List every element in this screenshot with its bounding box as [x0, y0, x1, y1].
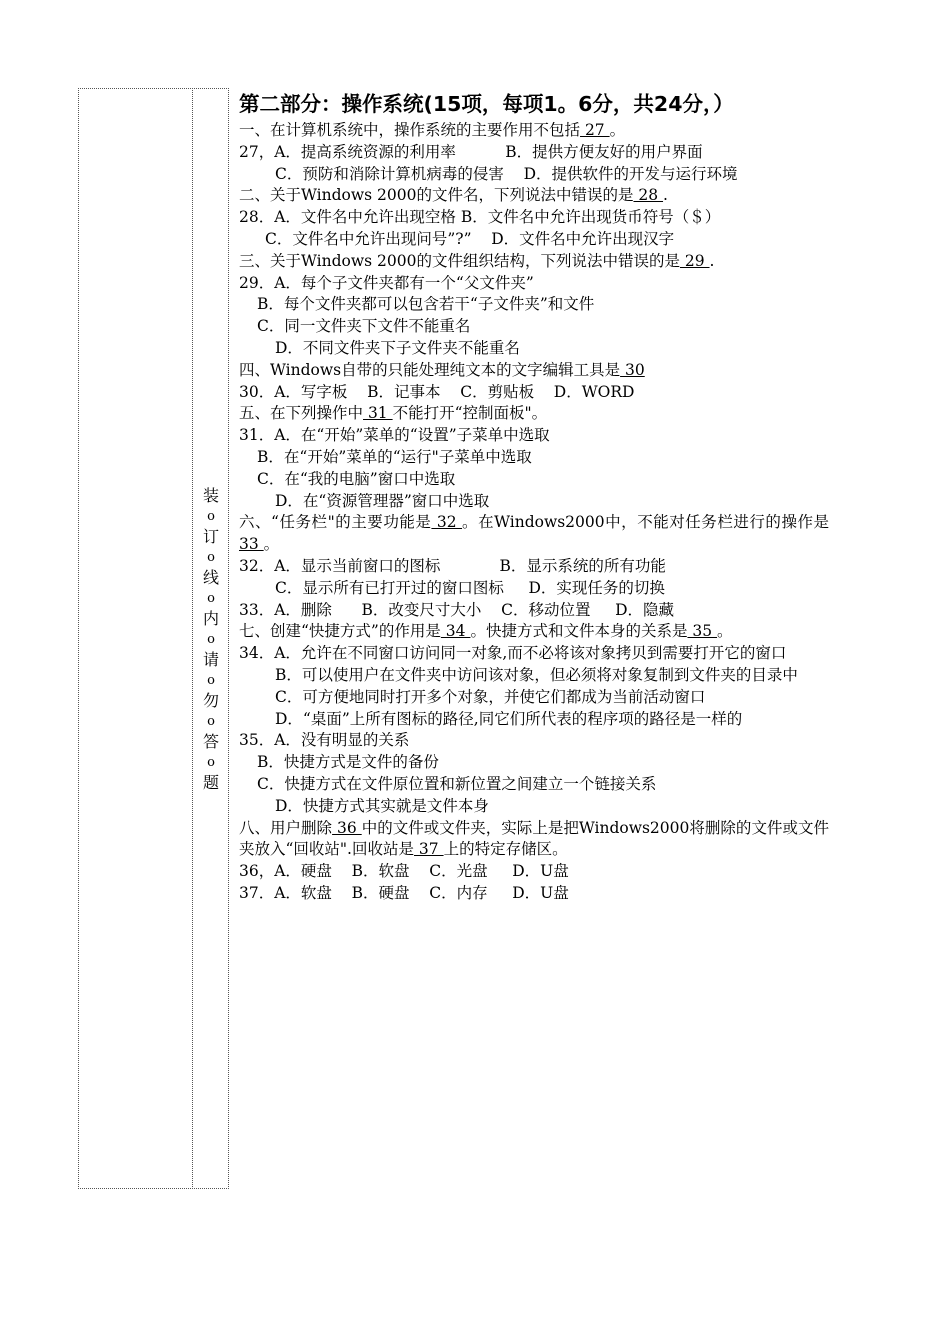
margin-char: 请 [202, 650, 219, 669]
stem-text: 。 [717, 622, 733, 641]
margin-char: o [207, 631, 215, 647]
option-line: D．不同文件夹下子文件夹不能重名 [275, 338, 520, 357]
stem-text: 五、在下列操作中 [239, 404, 364, 423]
margin-char: 题 [202, 773, 219, 792]
margin-char: 内 [202, 609, 219, 628]
option-line: B．快捷方式是文件的备份 [257, 753, 439, 772]
option-line: 29．A．每个子文件夹都有一个“父文件夹” [239, 273, 534, 292]
question-stem [239, 120, 829, 142]
section-title: 第二部分：操作系统(15项，每项1。6分，共24分，） [239, 92, 734, 116]
option-line: 31．A．在“开始”菜单的“设置”子菜单中选取 [239, 426, 550, 445]
stem-text: 八、用户删除 [239, 818, 333, 837]
answer-blank: 29 [679, 251, 710, 270]
option-line: B．可以使用户在文件夹中访问该对象，但必须将对象复制到文件夹的目录中 [275, 665, 798, 684]
stem-text: 七、创建“快捷方式”的作用是 [239, 622, 441, 641]
question-stem [239, 621, 829, 643]
margin-char: o [207, 508, 215, 524]
option-line: B．每个文件夹都可以包含若干“子文件夹”和文件 [257, 295, 595, 314]
option-line: C．文件名中允许出现问号”?” D．文件名中允许出现汉字 [265, 229, 675, 248]
option-line: C．快捷方式在文件原位置和新位置之间建立一个链接关系 [257, 774, 657, 793]
option-line: B．在“开始”菜单的“运行"子菜单中选取 [257, 447, 532, 466]
margin-char: o [207, 754, 215, 770]
answer-blank: 28 [633, 186, 664, 205]
answer-blank: 35 [687, 622, 718, 641]
stem-text: 。 [263, 535, 280, 554]
option-line: D．“桌面”上所有图标的路径,同它们所代表的程序项的路径是一样的 [275, 709, 743, 728]
stem-text: 。快捷方式和文件本身的关系是 [470, 622, 688, 641]
option-line: 34．A．允许在不同窗口访问同一对象,而不必将该对象拷贝到需要打开它的窗口 [239, 644, 787, 663]
stem-text: 四、Windows自带的只能处理纯文本的文字编辑工具是 [239, 360, 621, 379]
question-stem [239, 512, 829, 556]
answer-blank: 33 [239, 535, 264, 554]
stem-text: 。在Windows2000中，不能对任务栏进行的操作是 [462, 513, 829, 532]
binding-margin-text [199, 486, 223, 794]
stem-text: 六、“任务栏"的主要功能是 [239, 513, 432, 532]
stem-text: 不能打开“控制面板"。 [392, 404, 548, 423]
answer-blank: 27 [580, 121, 610, 139]
option-line: D．在“资源管理器”窗口中选取 [275, 491, 490, 510]
option-line: 35．A．没有明显的关系 [239, 731, 410, 750]
question-stem [239, 251, 829, 273]
option-line: 37．A．软盘 B．硬盘 C．内存 D．U盘 [239, 883, 569, 902]
question-stem [239, 360, 829, 382]
exam-content [239, 88, 829, 905]
margin-char: 答 [202, 732, 219, 751]
stem-text: . [663, 186, 668, 205]
option-line: D．快捷方式其实就是文件本身 [275, 796, 489, 815]
margin-char: 订 [202, 527, 219, 546]
option-line: 32．A．显示当前窗口的图标 B．显示系统的所有功能 [239, 556, 666, 575]
option-line: C．预防和消除计算机病毒的侵害 D．提供软件的开发与运行环境 [275, 164, 738, 183]
stem-text: 。 [609, 121, 626, 139]
stem-text: 一、在计算机系统中，操作系统的主要作用不包括 [239, 121, 581, 139]
stem-text: 上的特定存储区。 [443, 840, 568, 859]
option-line: C．在“我的电脑”窗口中选取 [257, 469, 456, 488]
margin-char: 线 [202, 568, 219, 587]
option-line: C．显示所有已打开过的窗口图标 D．实现任务的切换 [275, 578, 665, 597]
margin-char: 勿 [202, 691, 219, 710]
option-line: 28．A．文件名中允许出现空格 B．文件名中允许出现货币符号（＄） [239, 208, 721, 227]
answer-blank: 31 [363, 404, 393, 423]
option-line: C．同一文件夹下文件不能重名 [257, 317, 471, 336]
option-line: 33．A．删除 B．改变尺寸大小 C．移动位置 D．隐藏 [239, 600, 675, 619]
option-line: 30．A．写字板 B．记事本 C．剪贴板 D．WORD [239, 382, 635, 401]
stem-text: 三、关于Windows 2000的文件组织结构，下列说法中错误的是 [239, 251, 680, 270]
option-line: C．可方便地同时打开多个对象，并使它们都成为当前活动窗口 [275, 687, 706, 706]
answer-blank: 34 [440, 622, 471, 641]
stem-text: 中的文件或文件夹，实际上是把Windows2000将删除的文件或文件夹放入“回收站".回收站是 [239, 818, 829, 859]
answer-blank: 36 [332, 818, 362, 837]
option-line: 27，A．提高系统资源的利用率 B．提供方便友好的用户界面 [239, 142, 703, 161]
margin-char: o [207, 590, 215, 606]
margin-char: o [207, 549, 215, 565]
option-line: 36，A．硬盘 B．软盘 C．光盘 D．U盘 [239, 862, 569, 881]
margin-char: o [207, 672, 215, 688]
answer-blank: 37 [413, 840, 444, 859]
answer-blank: 32 [431, 513, 463, 532]
question-stem [239, 818, 829, 862]
stem-text: . [709, 251, 715, 270]
margin-char: o [207, 713, 215, 729]
question-stem [239, 403, 829, 425]
stem-text: 二、关于Windows 2000的文件名，下列说法中错误的是 [239, 186, 634, 205]
question-stem [239, 185, 829, 207]
answer-blank: 30 [620, 360, 645, 379]
margin-char: 装 [202, 486, 219, 505]
